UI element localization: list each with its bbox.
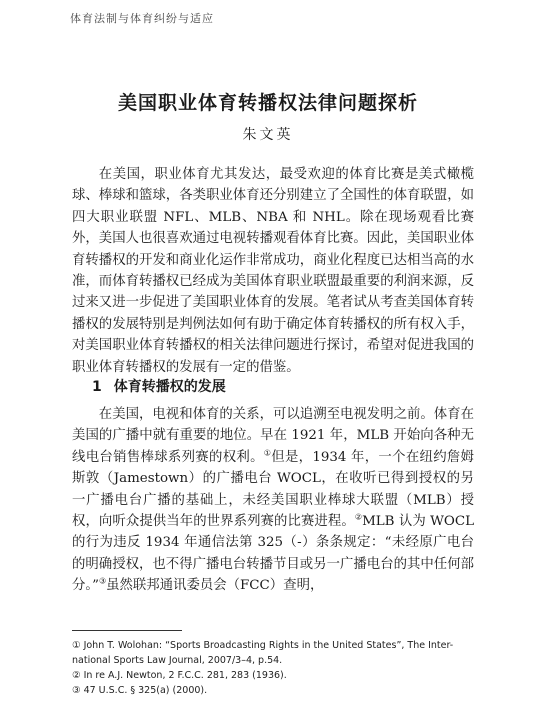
footnote-mark: ② — [72, 670, 81, 681]
footnote-3 — [72, 683, 482, 698]
footnote-mark: ③ — [72, 685, 81, 696]
footnote-mark: ① — [72, 640, 81, 651]
footnote-text: In re A.J. Newton, 2 F.C.C. 281, 283 (1936). — [83, 670, 287, 681]
footnote-divider — [72, 630, 182, 631]
footnote-1-continued: national Sports Law Journal, 2007/3–4, p.54. — [72, 655, 283, 666]
footnote-text: 47 U.S.C. § 325(a) (2000). — [83, 685, 208, 696]
section-body — [72, 404, 474, 597]
footnote-1 — [72, 638, 482, 653]
author-name: 朱文英 — [242, 127, 294, 143]
paragraph-text-3: MLB 认为 WOCL 的行为违反 1934 年通信法第 325（-）条条规定：“未经原广电台的明确授权，也不得广播电台转播节目或另一广播电台的其中任何部分。” — [72, 514, 475, 594]
intro-section — [72, 164, 474, 378]
intro-paragraph: 在美国，职业体育尤其发达，最受欢迎的体育比赛是美式橄榄球、棒球和篮球，各类职业体育还分别建立了全国性的体育联盟，如四大职业联盟 NFL、MLB、NBA 和 NHL。除在现场观看比赛外，美国人也很喜欢通过电视转播观看体育比赛。因此，美国职业体育转播权的开发和商业化运作非常成功，商业化程度已达相当高的水准，而体育转播权已经成为美国体育职业联盟最重要的利润来源，反过来又进一步促进了美国职业体育的发展。笔者试从考查美国体育转播权的发展特别是判例法如何有助于确定体育转播权的所有权入手，对美国职业体育转播权的相关法律问题进行探讨，希望对促进我国的职业体育转播权的发展有一定的借鉴。 — [72, 167, 474, 375]
section-number: 1 — [92, 379, 102, 395]
footnote-ref-3[interactable]: ③ — [98, 576, 107, 586]
running-head: 体育法制与体育纠纷与适应 — [70, 12, 214, 25]
section-title: 体育转播权的发展 — [113, 379, 226, 395]
footnote-ref-2[interactable]: ② — [354, 512, 363, 522]
footnote-ref-1[interactable]: ① — [263, 448, 272, 458]
paragraph-text-2: 但是，1934 年，一个在纽约詹姆斯敦（Jamestown）的广播电台 WOCL，在收听已得到授权的另一广播电台广播的基础上，未经美国职业棒球大联盟（MLB）授权，向听众提供当年的世界系列赛的比赛进程。 — [72, 449, 475, 530]
paragraph-text-4: 虽然联邦通讯委员会（FCC）查明， — [106, 578, 324, 594]
paragraph-text-1: 在美国，电视和体育的关系，可以追溯至电视发明之前。体育在美国的广播中就有重要的地位。早在 1921 年，MLB 开始向各种无线电台销售棒球系列赛的权利。 — [72, 407, 474, 465]
article-title: 美国职业体育转播权法律问题探析 — [117, 92, 418, 114]
footnotes — [72, 638, 482, 698]
footnote-text: John T. Wolohan: “Sports Broadcasting Rights in the United States”, The Inter- — [83, 640, 454, 651]
section-paragraph — [72, 404, 474, 597]
section-heading — [92, 376, 226, 396]
footnote-2 — [72, 668, 482, 683]
